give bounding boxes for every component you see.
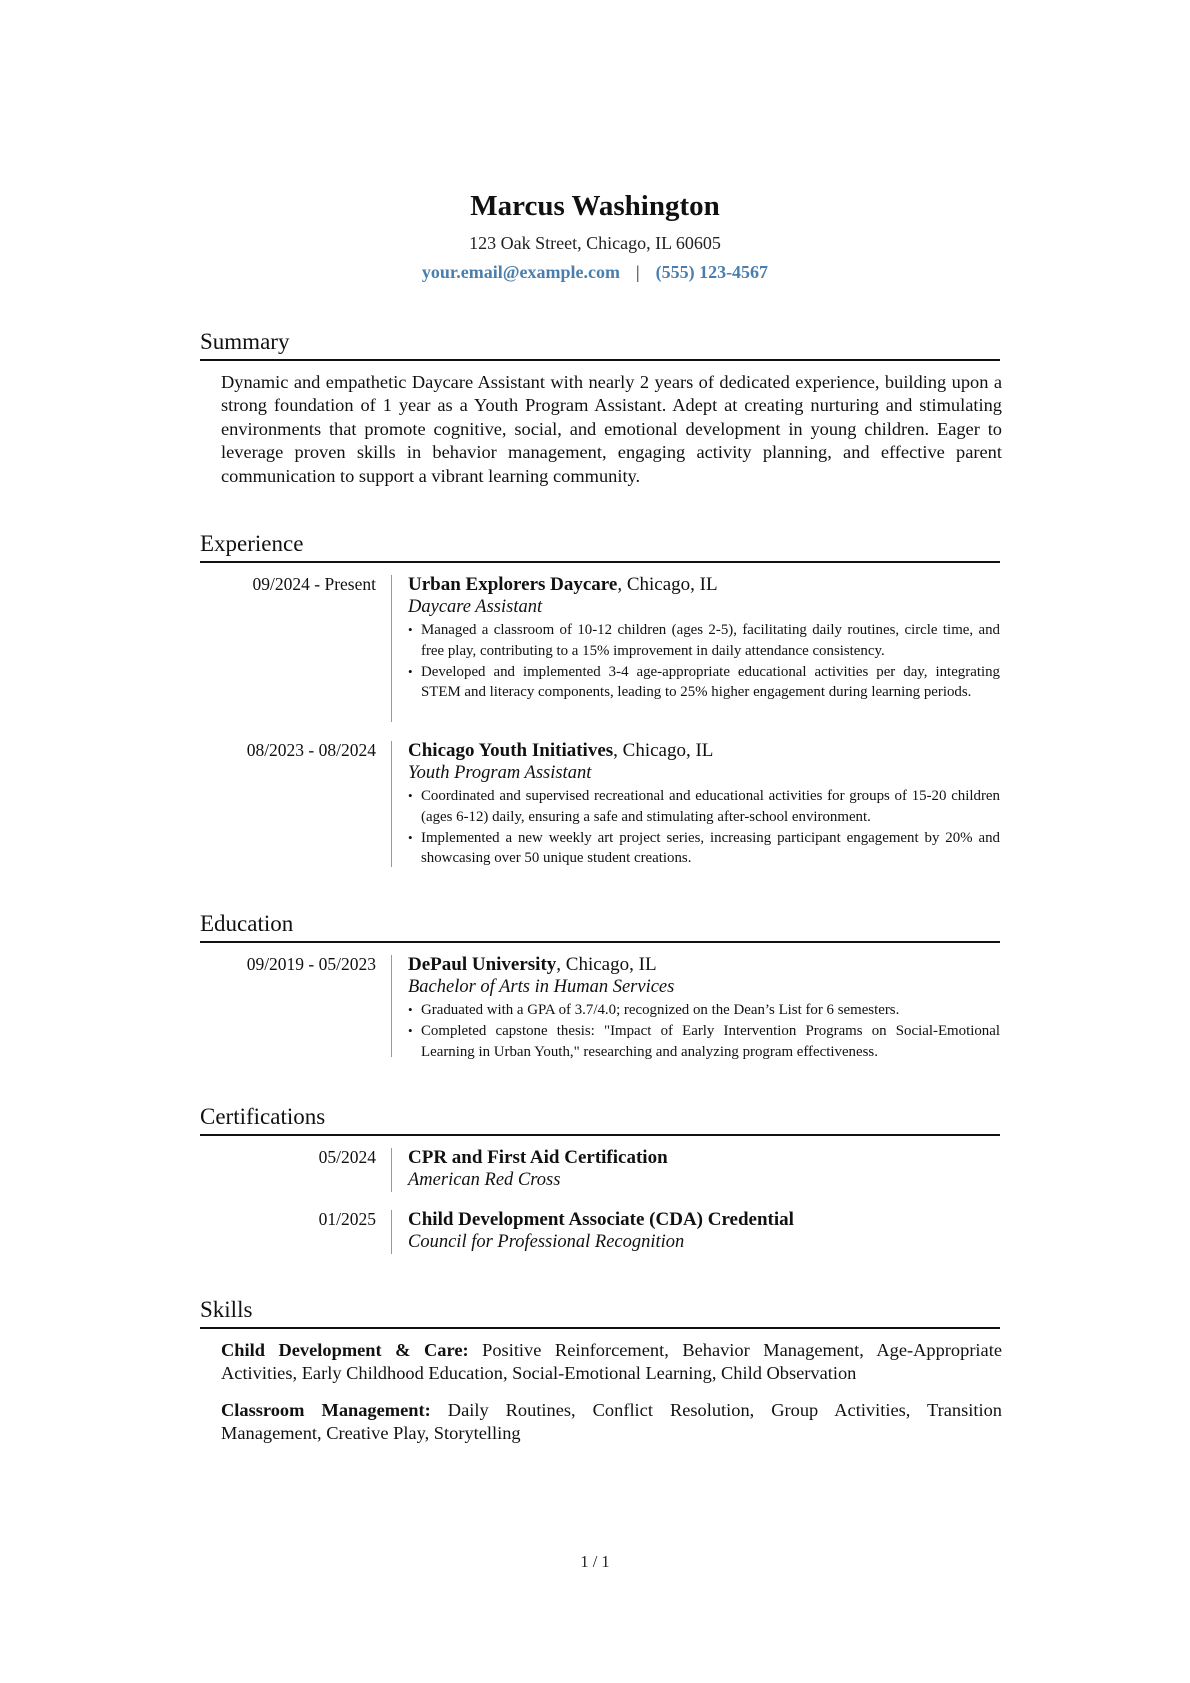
phone-link[interactable]: (555) 123-4567 [655, 262, 769, 282]
certification-entry [200, 1208, 1000, 1254]
experience-heading: Experience [200, 530, 1000, 563]
entry-role: Daycare Assistant [408, 597, 543, 617]
summary-text: Dynamic and empathetic Daycare Assistant with nearly 2 years of dedicated experience, building upon a strong foundation of 1 year as a Youth Program Assistant. Adept at creating nurturing and stimulating environments that promote cognitive, social, and emotional development in young children. Eager to leverage proven skills in behavior management, engaging activity planning, and effective parent communication to support a vibrant learning community. [221, 372, 1002, 486]
skill-label: Child Development & Care: [221, 1340, 469, 1360]
experience-entry [200, 739, 1000, 867]
experience-entry [200, 573, 1000, 722]
candidate-name: Marcus Washington [470, 190, 720, 222]
skill-group [221, 1339, 1002, 1386]
entry-divider [391, 575, 392, 722]
skill-group [221, 1399, 1002, 1446]
entry-body [408, 1146, 1000, 1192]
entry-role: Youth Program Assistant [408, 763, 592, 783]
entry-organization [408, 953, 1000, 976]
education-heading: Education [200, 910, 1000, 943]
skill-list: Daily Routines, Conflict Resolution, Group Activities, Transition Management, Creative Play, Storytelling [221, 1400, 1002, 1444]
entry-date: 08/2023 - 08/2024 [246, 740, 376, 760]
education-entry [200, 953, 1000, 1060]
skill-label: Classroom Management: [221, 1400, 431, 1420]
entry-divider [391, 1210, 392, 1254]
organization-location: , Chicago, IL [617, 574, 718, 595]
contact-line [0, 260, 1190, 284]
entry-organization [408, 573, 1000, 596]
organization-name: DePaul University [408, 954, 557, 975]
skills-heading: Skills [200, 1296, 1000, 1329]
entry-bullets [408, 786, 1000, 869]
bullet-item: • Developed and implemented 3-4 age-appropriate educational activities per day, integrating STEM and literacy components, leading to 25% higher engagement during learning periods. [408, 662, 1000, 704]
entry-bullets [408, 1000, 1000, 1062]
entry-divider [391, 955, 392, 1057]
entry-organization [408, 739, 1000, 762]
entry-degree: Bachelor of Arts in Human Services [408, 977, 675, 997]
certification-issuer: American Red Cross [408, 1170, 561, 1190]
bullet-item: • Implemented a new weekly art project series, increasing participant engagement by 20% and showcasing over 50 unique student creations. [408, 828, 1000, 870]
organization-name: Chicago Youth Initiatives [408, 740, 614, 761]
entry-body [408, 953, 1000, 1062]
email-link[interactable]: your.email@example.com [421, 262, 620, 282]
bullet-item: • Completed capstone thesis: "Impact of Early Intervention Programs on Social-Emotional Learning in Urban Youth," researching and analyzing program effectiveness. [408, 1021, 1000, 1063]
entry-date: 05/2024 [318, 1147, 376, 1167]
organization-location: , Chicago, IL [556, 954, 657, 975]
resume-header [0, 188, 1190, 284]
summary-heading: Summary [200, 328, 1000, 361]
entry-body [408, 1208, 1000, 1254]
entry-body [408, 739, 1000, 869]
entry-body [408, 573, 1000, 703]
contact-separator: | [635, 262, 640, 282]
entry-date: 01/2025 [318, 1209, 376, 1229]
certification-name [408, 1146, 1000, 1169]
certifications-heading: Certifications [200, 1103, 1000, 1136]
bullet-item: • Graduated with a GPA of 3.7/4.0; recognized on the Dean’s List for 6 semesters. [408, 1000, 1000, 1021]
organization-name: Urban Explorers Daycare [408, 574, 618, 595]
entry-date: 09/2024 - Present [252, 574, 376, 594]
entry-date: 09/2019 - 05/2023 [246, 954, 376, 974]
certification-title: CPR and First Aid Certification [408, 1147, 668, 1168]
certification-name [408, 1208, 1000, 1231]
entry-divider [391, 1148, 392, 1192]
certification-title: Child Development Associate (CDA) Credential [408, 1209, 794, 1230]
organization-location: , Chicago, IL [613, 740, 714, 761]
page-number: 1 / 1 [580, 1552, 610, 1571]
bullet-item: • Managed a classroom of 10-12 children (ages 2-5), facilitating daily routines, circle time, and free play, contributing to a 15% improvement in daily attendance consistency. [408, 620, 1000, 662]
candidate-address: 123 Oak Street, Chicago, IL 60605 [469, 233, 721, 253]
skill-list: Positive Reinforcement, Behavior Management, Age-Appropriate Activities, Early Childhood Education, Social-Emotional Learning, Child Observation [221, 1340, 1002, 1384]
entry-bullets [408, 620, 1000, 703]
certification-issuer: Council for Professional Recognition [408, 1232, 685, 1252]
certification-entry [200, 1146, 1000, 1192]
bullet-item: • Coordinated and supervised recreational and educational activities for groups of 15-20 children (ages 6-12) daily, ensuring a safe and stimulating after-school environment. [408, 786, 1000, 828]
entry-divider [391, 741, 392, 867]
